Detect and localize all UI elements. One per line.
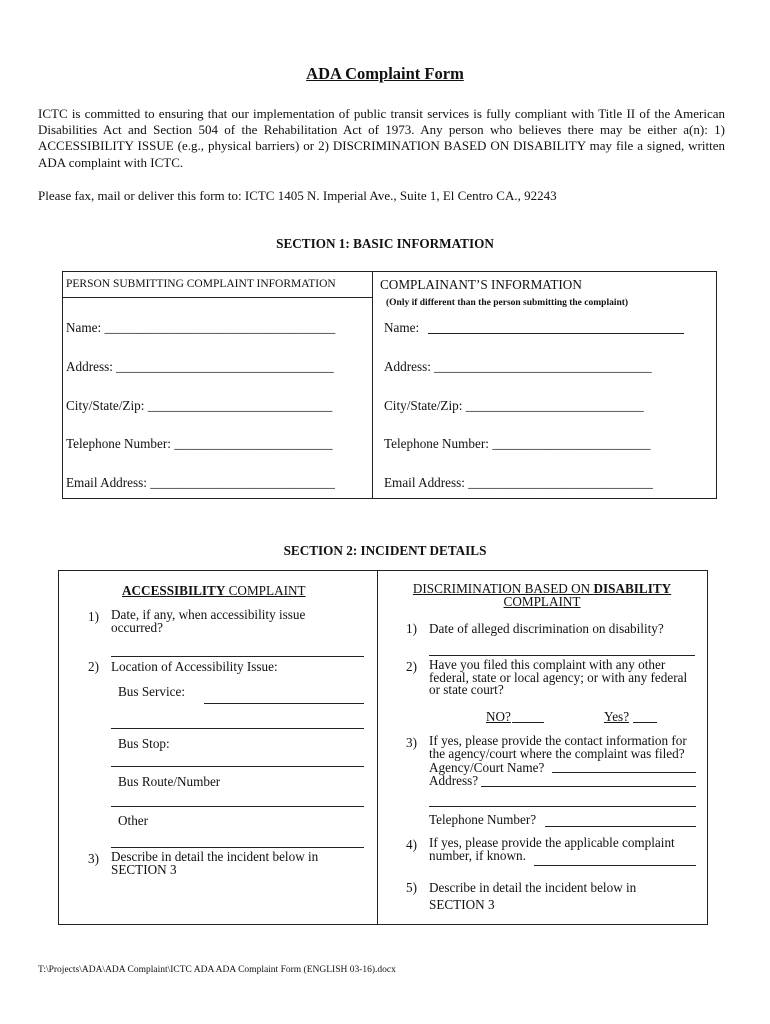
section2-heading: SECTION 2: INCIDENT DETAILS <box>283 543 487 558</box>
left-column-header: PERSON SUBMITTING COMPLAINT INFORMATION <box>66 278 336 290</box>
acc-q3-text: Describe in detail the incident below in SECTION 3 <box>111 849 319 877</box>
submitter-address-field[interactable]: Address: _________________________________ <box>66 359 334 374</box>
bus-stop-line[interactable] <box>111 766 364 767</box>
disc-q2-text: Have you filed this complaint with any other federal, state or local agency; or with any federal or state court? <box>429 657 688 697</box>
file-path-footer: T:\Projects\ADA\ADA Complaint\ICTC ADA ADA Complaint Form (ENGLISH 03-16).docx <box>38 965 396 975</box>
disc-q5-text-line2: SECTION 3 <box>429 897 495 912</box>
disc-q5-number: 5) <box>406 880 417 895</box>
agency-court-label: Agency/Court Name? <box>429 760 545 775</box>
acc-q1-number: 1) <box>88 609 99 624</box>
acc-q2-text: Location of Accessibility Issue: <box>111 659 278 674</box>
no-answer-line[interactable] <box>512 722 544 723</box>
right-column-header: COMPLAINANT’S INFORMATION <box>380 277 582 292</box>
discrimination-complaint-title: DISCRIMINATION BASED ON DISABILITY COMPLAINT <box>412 581 672 609</box>
acc-q2-number: 2) <box>88 659 99 674</box>
bus-route-line[interactable] <box>111 806 364 807</box>
submitter-telephone-field[interactable]: Telephone Number: ________________________ <box>66 436 333 451</box>
bus-service-label: Bus Service: <box>118 684 186 699</box>
left-header-rule <box>62 297 372 298</box>
complainant-city-state-zip-field[interactable]: City/State/Zip: ___________________________ <box>384 398 644 413</box>
bus-service-line[interactable] <box>204 703 364 704</box>
other-label: Other <box>118 813 149 828</box>
section1-divider <box>372 271 373 499</box>
complainant-name-label: Name: <box>384 320 420 335</box>
disc-q4-number: 4) <box>406 837 417 852</box>
bus-service-line-2[interactable] <box>111 728 364 729</box>
section1-heading: SECTION 1: BASIC INFORMATION <box>276 236 494 251</box>
complainant-email-field[interactable]: Email Address: ____________________________ <box>384 475 653 490</box>
complainant-name-field[interactable] <box>428 333 684 334</box>
acc-q3-number: 3) <box>88 851 99 866</box>
submit-instructions: Please fax, mail or deliver this form to: ICTC 1405 N. Imperial Ave., Suite 1, El Centro CA., 92243 <box>38 188 557 203</box>
address-line-2[interactable] <box>429 806 696 807</box>
complaint-number-line[interactable] <box>534 865 696 866</box>
disc-q1-number: 1) <box>406 621 417 636</box>
bus-route-label: Bus Route/Number <box>118 774 221 789</box>
yes-option[interactable]: Yes? <box>604 709 630 724</box>
submitter-name-field[interactable]: Name: ___________________________________ <box>66 320 336 335</box>
disc-q1-answer-line[interactable] <box>429 655 695 656</box>
submitter-city-state-zip-field[interactable]: City/State/Zip: ____________________________ <box>66 398 333 413</box>
disc-q2-number: 2) <box>406 659 417 674</box>
disc-q5-text: Describe in detail the incident below in <box>429 880 637 895</box>
complainant-telephone-field[interactable]: Telephone Number: ________________________ <box>384 436 651 451</box>
complainant-address-field[interactable]: Address: _________________________________ <box>384 359 652 374</box>
disc-q1-text: Date of alleged discrimination on disability? <box>429 621 664 636</box>
other-line[interactable] <box>111 847 364 848</box>
address-line[interactable] <box>481 786 696 787</box>
agency-court-line[interactable] <box>552 772 696 773</box>
acc-q1-text: Date, if any, when accessibility issue occurred? <box>111 607 306 635</box>
intro-paragraph: ICTC is committed to ensuring that our implementation of public transit services is fully compliant with Title II of the American Disabilities Act and Section 504 of the Rehabilitation Act of 1973. Any person who believes there may be either a(n): 1) ACCESSIBILITY ISSUE (e.g., physical barriers) or 2) DISCRIMINATION BASED ON DISABILITY may file a signed, written ADA complaint with ICTC. <box>38 106 725 170</box>
disc-q4-text: If yes, please provide the applicable complaint number, if known. <box>429 835 675 863</box>
form-title: ADA Complaint Form <box>306 64 464 83</box>
telephone-line[interactable] <box>545 826 696 827</box>
no-option[interactable]: NO? <box>486 709 511 724</box>
disc-q3-text: If yes, please provide the contact information for the agency/court where the complaint was filed? <box>429 733 687 761</box>
accessibility-complaint-title: ACCESSIBILITY COMPLAINT <box>122 583 306 598</box>
disc-q3-number: 3) <box>406 735 417 750</box>
submitter-email-field[interactable]: Email Address: ____________________________ <box>66 475 335 490</box>
bus-stop-label: Bus Stop: <box>118 736 170 751</box>
right-column-note: (Only if different than the person submitting the complaint) <box>386 298 629 308</box>
telephone-label: Telephone Number? <box>429 812 537 827</box>
section2-divider <box>377 570 378 925</box>
address-label: Address? <box>429 773 479 788</box>
yes-answer-line[interactable] <box>633 722 657 723</box>
acc-q1-answer-line[interactable] <box>111 656 364 657</box>
